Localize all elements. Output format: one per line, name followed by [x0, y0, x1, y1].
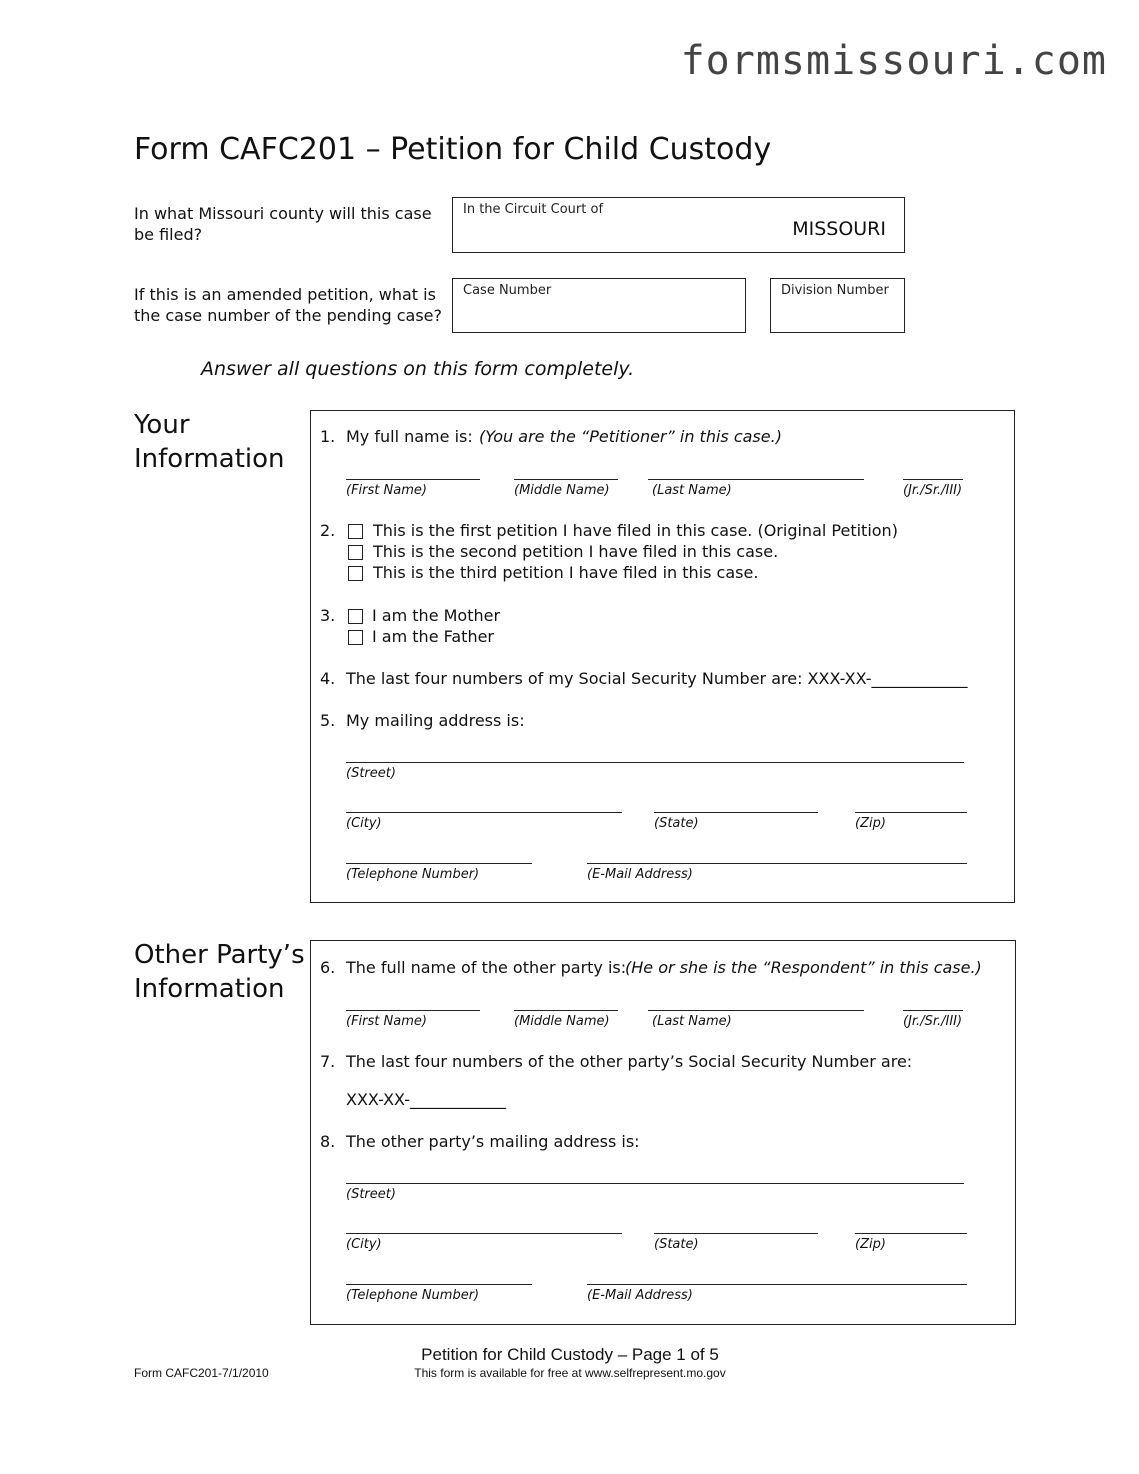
respondent-phone-field[interactable] — [346, 1284, 532, 1285]
amended-question: If this is an amended petition, what is the case number of the pending case? — [134, 285, 442, 325]
respondent-suffix-field[interactable] — [903, 1010, 963, 1011]
q8-number: 8. — [320, 1132, 336, 1151]
other-info-title-line2: Information — [134, 974, 285, 1004]
petitioner-state-field[interactable] — [654, 812, 818, 813]
suffix-caption: (Jr./Sr./III) — [903, 1014, 963, 1029]
petitioner-suffix-field[interactable] — [903, 479, 963, 480]
q1-note: (You are the “Petitioner” in this case.) — [479, 427, 782, 446]
middle-name-caption: (Middle Name) — [514, 1014, 610, 1029]
division-number-label: Division Number — [781, 283, 889, 298]
father-label: I am the Father — [372, 627, 494, 646]
first-name-caption: (First Name) — [346, 1014, 427, 1029]
watermark-logo: formsmissouri.com — [680, 38, 1107, 84]
q7-text: The last four numbers of the other party’s Social Security Number are: — [346, 1052, 913, 1071]
q3-number: 3. — [320, 606, 336, 625]
q5-number: 5. — [320, 711, 336, 730]
circuit-court-field[interactable] — [452, 197, 905, 253]
mother-checkbox[interactable] — [348, 609, 363, 624]
petitioner-last-name-field[interactable] — [648, 479, 864, 480]
respondent-middle-name-field[interactable] — [514, 1010, 618, 1011]
q5-text: My mailing address is: — [346, 711, 525, 730]
petitioner-email-field[interactable] — [587, 863, 967, 864]
footer-availability: This form is available for free at www.selfrepresent.mo.gov — [414, 1366, 726, 1380]
footer-page-title: Petition for Child Custody – Page 1 of 5 — [421, 1345, 719, 1364]
circuit-court-label: In the Circuit Court of — [463, 202, 604, 217]
first-name-caption: (First Name) — [346, 483, 427, 498]
first-petition-label: This is the first petition I have filed in this case. (Original Petition) — [373, 521, 898, 540]
second-petition-checkbox[interactable] — [348, 545, 363, 560]
q1-number: 1. — [320, 427, 336, 446]
q4-ssn-text[interactable]: The last four numbers of my Social Security Number are: XXX-XX-____________ — [346, 669, 968, 688]
other-info-title-line1: Other Party’s — [134, 940, 305, 970]
respondent-city-field[interactable] — [346, 1233, 622, 1234]
suffix-caption: (Jr./Sr./III) — [903, 483, 963, 498]
your-info-title — [134, 408, 285, 476]
county-question: In what Missouri county will this case be filed? — [134, 204, 432, 244]
street-caption: (Street) — [346, 766, 396, 781]
footer-form-id: Form CAFC201-7/1/2010 — [134, 1366, 269, 1380]
q1-text: My full name is: — [346, 427, 473, 446]
respondent-state-field[interactable] — [654, 1233, 818, 1234]
respondent-last-name-field[interactable] — [648, 1010, 864, 1011]
last-name-caption: (Last Name) — [652, 483, 732, 498]
respondent-first-name-field[interactable] — [346, 1010, 480, 1011]
other-info-title — [134, 938, 305, 1006]
phone-caption: (Telephone Number) — [346, 867, 480, 882]
petitioner-zip-field[interactable] — [855, 812, 967, 813]
instruction-text: Answer all questions on this form completely. — [201, 358, 635, 380]
respondent-zip-field[interactable] — [855, 1233, 967, 1234]
petitioner-first-name-field[interactable] — [346, 479, 480, 480]
middle-name-caption: (Middle Name) — [514, 483, 610, 498]
father-checkbox[interactable] — [348, 630, 363, 645]
mother-label: I am the Mother — [372, 606, 501, 625]
petitioner-street-field[interactable] — [346, 762, 964, 763]
first-petition-checkbox[interactable] — [348, 524, 363, 539]
q7-ssn-field[interactable]: XXX-XX-____________ — [346, 1090, 506, 1109]
state-label: MISSOURI — [792, 218, 886, 240]
state-caption: (State) — [654, 816, 699, 831]
division-number-field[interactable] — [770, 278, 905, 333]
q4-number: 4. — [320, 669, 336, 688]
email-caption: (E-Mail Address) — [587, 867, 693, 882]
street-caption: (Street) — [346, 1187, 396, 1202]
your-info-title-line2: Information — [134, 444, 285, 474]
q6-number: 6. — [320, 958, 336, 977]
petitioner-middle-name-field[interactable] — [514, 479, 618, 480]
q8-text: The other party’s mailing address is: — [346, 1132, 640, 1151]
q7-number: 7. — [320, 1052, 336, 1071]
state-caption: (State) — [654, 1237, 699, 1252]
last-name-caption: (Last Name) — [652, 1014, 732, 1029]
phone-caption: (Telephone Number) — [346, 1288, 480, 1303]
email-caption: (E-Mail Address) — [587, 1288, 693, 1303]
respondent-street-field[interactable] — [346, 1183, 964, 1184]
respondent-email-field[interactable] — [587, 1284, 967, 1285]
third-petition-checkbox[interactable] — [348, 566, 363, 581]
q2-number: 2. — [320, 521, 336, 540]
case-number-field[interactable] — [452, 278, 746, 333]
zip-caption: (Zip) — [855, 1237, 886, 1252]
q6-note: (He or she is the “Respondent” in this case.) — [625, 958, 982, 977]
second-petition-label: This is the second petition I have filed in this case. — [373, 542, 779, 561]
zip-caption: (Zip) — [855, 816, 886, 831]
case-number-label: Case Number — [463, 283, 552, 298]
q6-text: The full name of the other party is: — [346, 958, 627, 977]
third-petition-label: This is the third petition I have filed in this case. — [373, 563, 759, 582]
petitioner-phone-field[interactable] — [346, 863, 532, 864]
your-info-title-line1: Your — [134, 410, 190, 440]
petitioner-city-field[interactable] — [346, 812, 622, 813]
city-caption: (City) — [346, 816, 382, 831]
city-caption: (City) — [346, 1237, 382, 1252]
form-title: Form CAFC201 – Petition for Child Custody — [134, 132, 772, 167]
